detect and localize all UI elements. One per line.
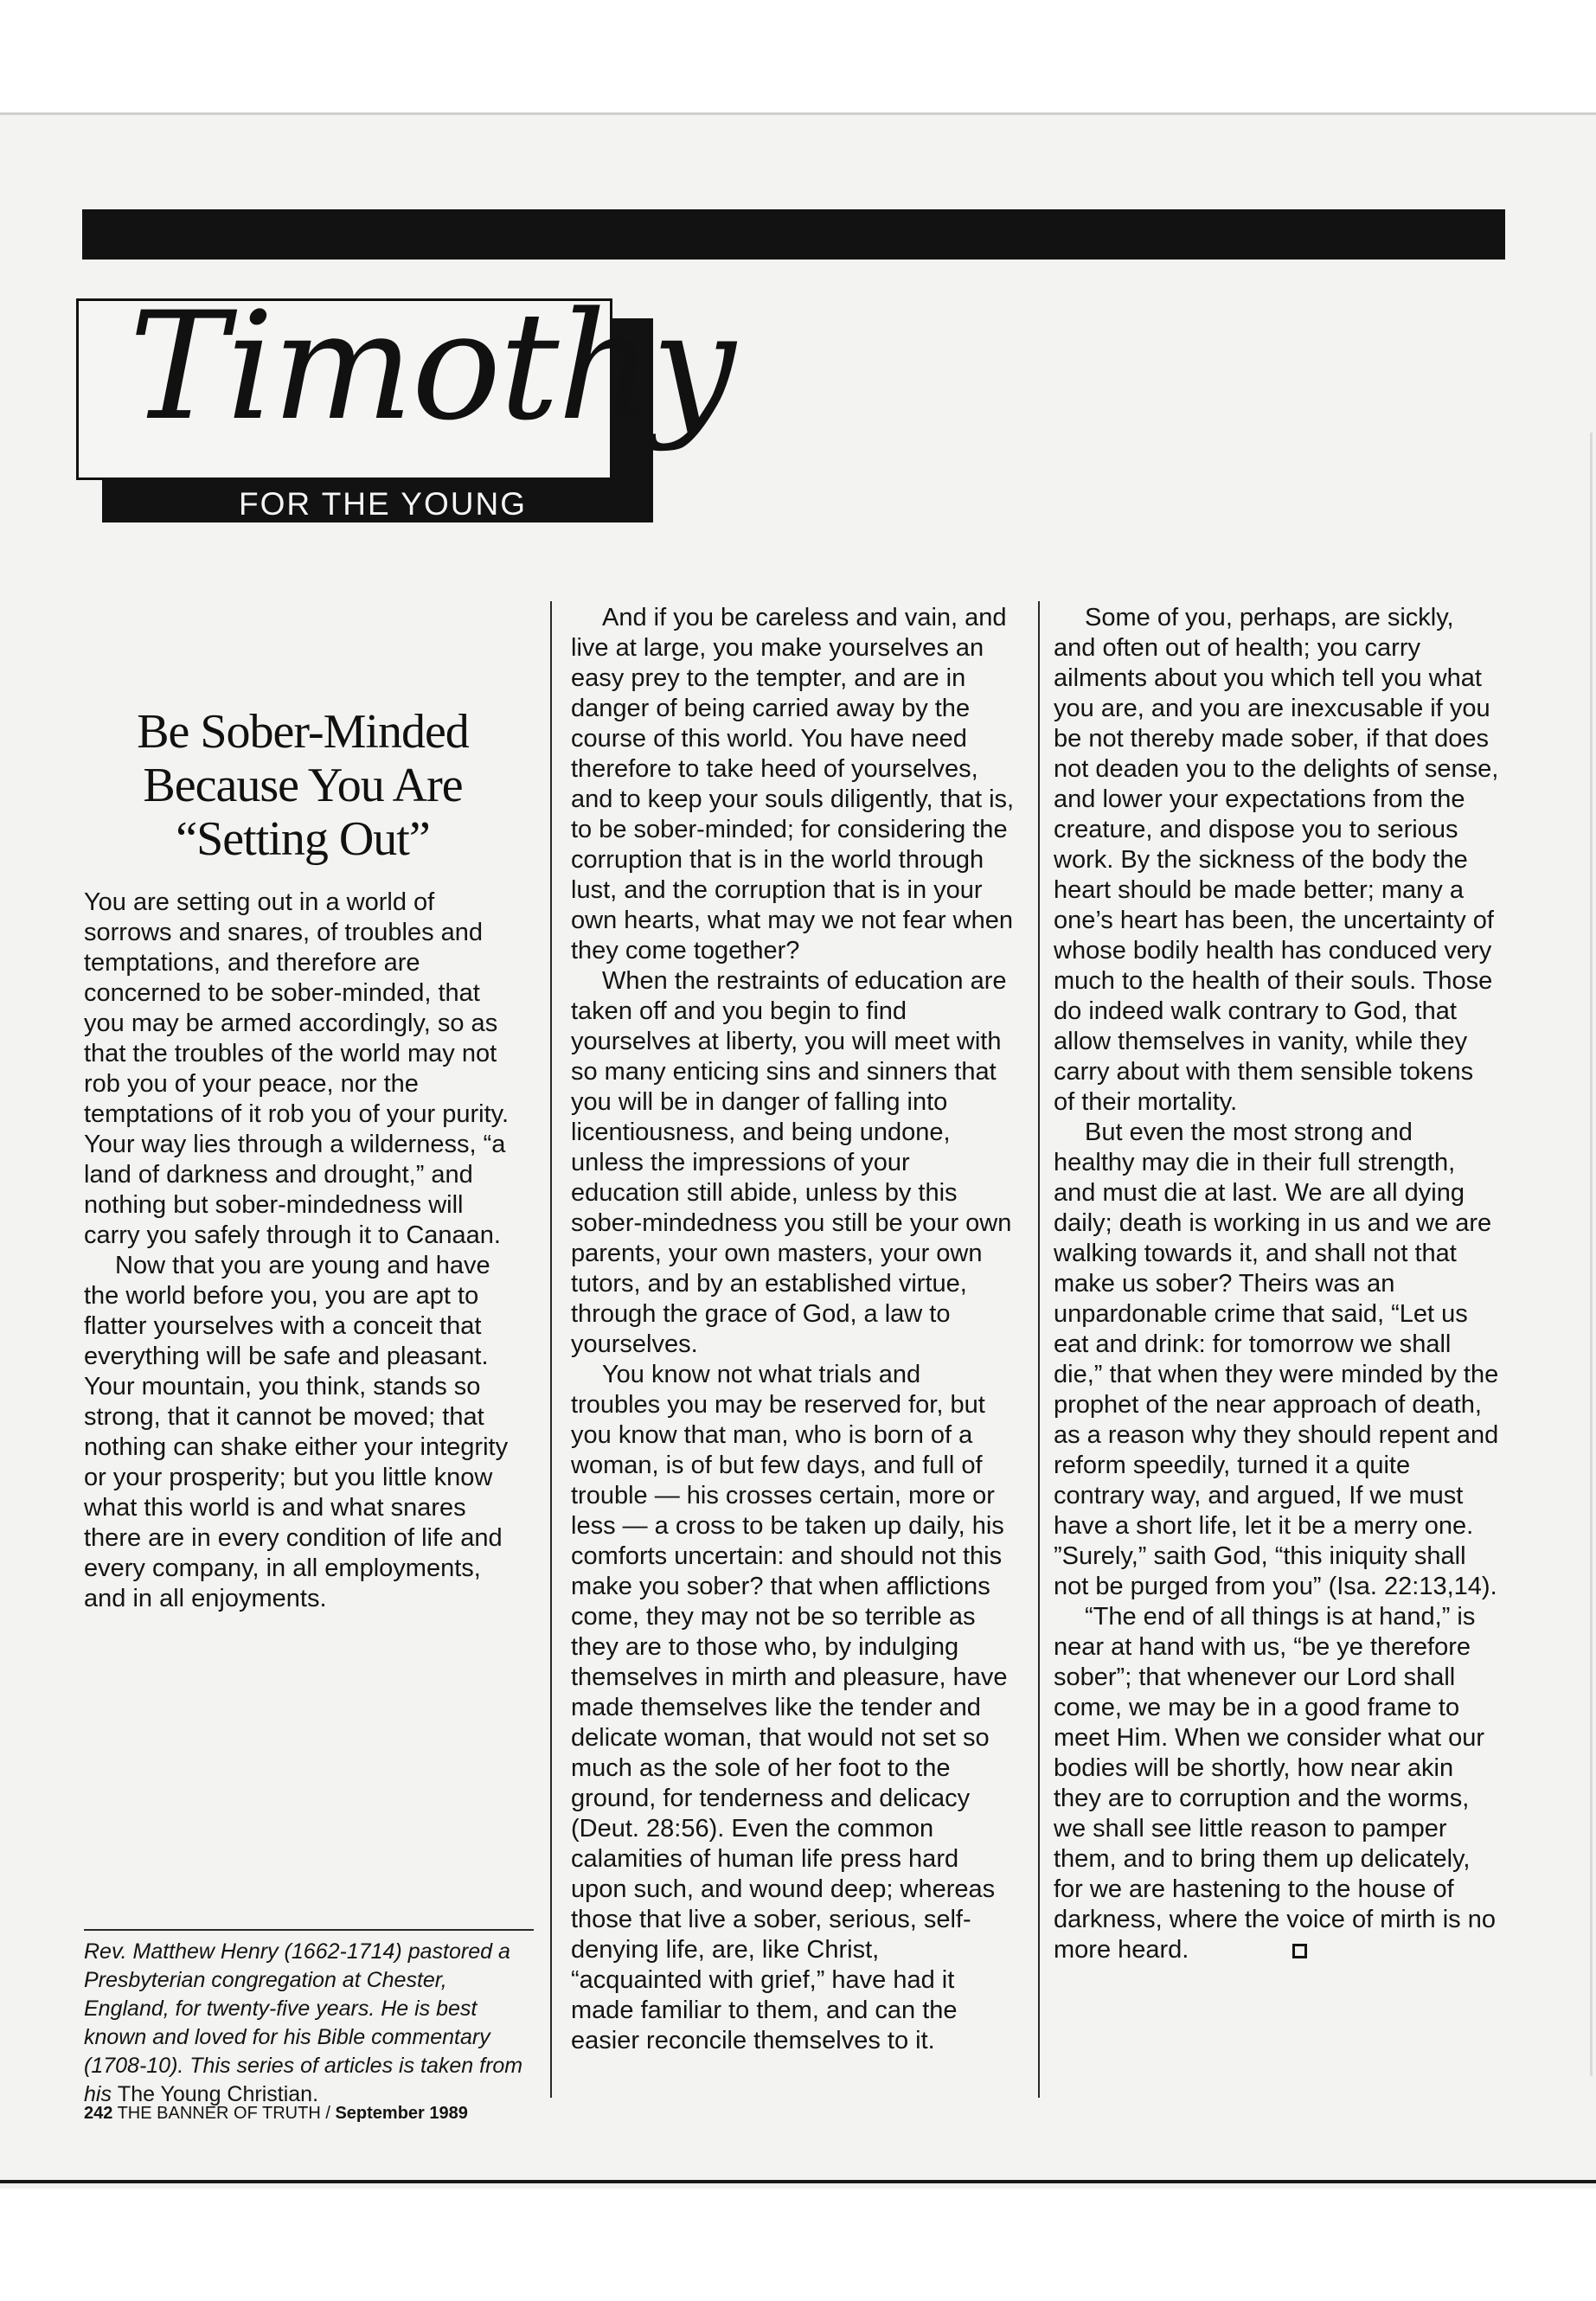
column-one bbox=[84, 888, 523, 1614]
book-title: The Young Christian. bbox=[117, 2082, 319, 2106]
header-bar bbox=[82, 209, 1505, 260]
body-paragraph: Now that you are young and have the world before you, you are apt to flatter yourselves with a conceit that everything will be safe and pleasant. Your mountain, you think, stands so strong, that it cannot be moved; that nothing can shake either your integrity or your prosperity; but you little know what this world is and what snares there are in every condition of life and every company, in all employments, and in all enjoyments. bbox=[84, 1252, 509, 1612]
column-three bbox=[1054, 603, 1499, 1965]
article-title-line: Because You Are bbox=[143, 759, 463, 812]
masthead-box bbox=[76, 279, 734, 480]
body-paragraph: Some of you, perhaps, are sickly, and often out of health; you carry ailments about you which tell you what you are, and you are inexcusable if you be not thereby made sober, if that does not deaden you to the delights of sense, and lower your expectations from the creature, and dispose you to serious work. By the sickness of the body the heart should be made better; many a one’s heart has been, the uncertainty of whose bodily health has conduced very much to the health of their souls. Those do indeed walk contrary to God, that allow themselves in vanity, while they carry about with them sensible tokens of their mortality. bbox=[1054, 604, 1499, 1116]
column-two bbox=[571, 603, 1016, 2056]
column-divider bbox=[550, 601, 552, 2098]
body-paragraph: When the restraints of education are taken off and you begin to find yourselves at liberty, you will meet with so many enticing sins and sinners that you will be in danger of falling into licentiousness, and being undone, unless the impressions of your education still abide, unless by this sober-mindedness you still be your own parents, your own masters, your own tutors, and by an established virtue, through the grace of God, a law to yourselves. bbox=[571, 967, 1012, 1358]
author-bio-text: Rev. Matthew Henry (1662-1714) pastored a Presbyterian congregation at Chester, England, for twenty-five years. He is best known and loved for his Bible commentary (1708-10). This series of articles is taken from his bbox=[84, 1939, 523, 2106]
end-of-article-icon bbox=[1292, 1944, 1307, 1958]
article-title-line: Be Sober-Minded bbox=[137, 705, 469, 759]
masthead-title: Timothy bbox=[129, 279, 734, 453]
page-folio bbox=[84, 2104, 468, 2124]
body-paragraph: You are setting out in a world of sorrows and snares, of troubles and temptations, and therefore are concerned to be sober-minded, that you may be armed accordingly, so as that the troubles of the world may not rob you of your peace, nor the temptations of it rob you of your purity. Your way lies through a wilderness, “a land of darkness and drought,” and nothing but sober-mindedness will carry you safely through it to Canaan. bbox=[84, 888, 510, 1249]
page-number: 242 bbox=[84, 2104, 113, 2123]
right-scan-edge bbox=[1590, 433, 1593, 2076]
body-paragraph: But even the most strong and healthy may die in their full strength, and must die at last. We are all dying daily; death is working in us and we are walking towards it, and shall not that make us sober? Theirs was an unpardonable crime that said, “Let us eat and drink: for tomorrow we shall die,” that when they were minded by the prophet of the near approach of death, as a reason why they should repent and reform speedily, turned it a quite contrary way, and argued, If we must have a short life, let it be a merry one. ”Surely,” saith God, “this iniquity shall not be purged from you” (Isa. 22:13,14). bbox=[1054, 1118, 1499, 1600]
body-paragraph: And if you be careless and vain, and live at large, you make yourselves an easy prey to the tempter, and are in danger of being carried away by the course of this world. You have need therefore to take heed of yourselves, and to keep your souls diligently, that is, to be sober-minded; for considering the corruption that is in the world through lust, and the corruption that is in your own hearts, what may we not fear when they come together? bbox=[571, 604, 1015, 965]
top-scan-edge bbox=[0, 112, 1596, 115]
body-paragraph: You know not what trials and troubles you may be reserved for, but you know that man, who is born of a woman, is of but few days, and full of trouble — his crosses certain, more or less — a cross to be taken up daily, his comforts uncertain: and should not this make you sober? that when afflictions come, they may not be so terrible as they are to those who, by indulging themselves in mirth and pleasure, have made themselves like the tender and delicate woman, that would not set so much as the sole of her foot to the ground, for tenderness and delicacy (Deut. 28:56). Even the common calamities of human life press hard upon such, and wound deep; whereas those that live a sober, serious, self-denying life, are, like Christ, “acquainted with grief,” have had it made familiar to them, and can the easier reconcile themselves to it. bbox=[571, 1361, 1008, 2054]
body-paragraph bbox=[1054, 1602, 1499, 1965]
bio-divider bbox=[84, 1929, 534, 1931]
bottom-scan-edge bbox=[0, 2180, 1596, 2183]
closing-paragraph-text: “The end of all things is at hand,” is near at hand with us, “be ye therefore sober”; that whenever our Lord shall come, we may be in a good frame to meet Him. When we consider what our bodies will be shortly, how near akin they are to corruption and the worms, we shall see little reason to pamper them, and to bring them up delicately, for we are hastening to the house of darkness, where the voice of mirth is no more heard. bbox=[1054, 1603, 1496, 1964]
masthead-subtitle: FOR THE YOUNG bbox=[238, 486, 527, 522]
author-bio bbox=[84, 1938, 535, 2109]
publication-name: THE BANNER OF TRUTH / bbox=[117, 2104, 330, 2123]
article-title-line: “Setting Out” bbox=[176, 812, 430, 866]
column-divider bbox=[1038, 601, 1040, 2098]
article-title bbox=[87, 705, 519, 866]
issue-date: September 1989 bbox=[335, 2104, 468, 2123]
